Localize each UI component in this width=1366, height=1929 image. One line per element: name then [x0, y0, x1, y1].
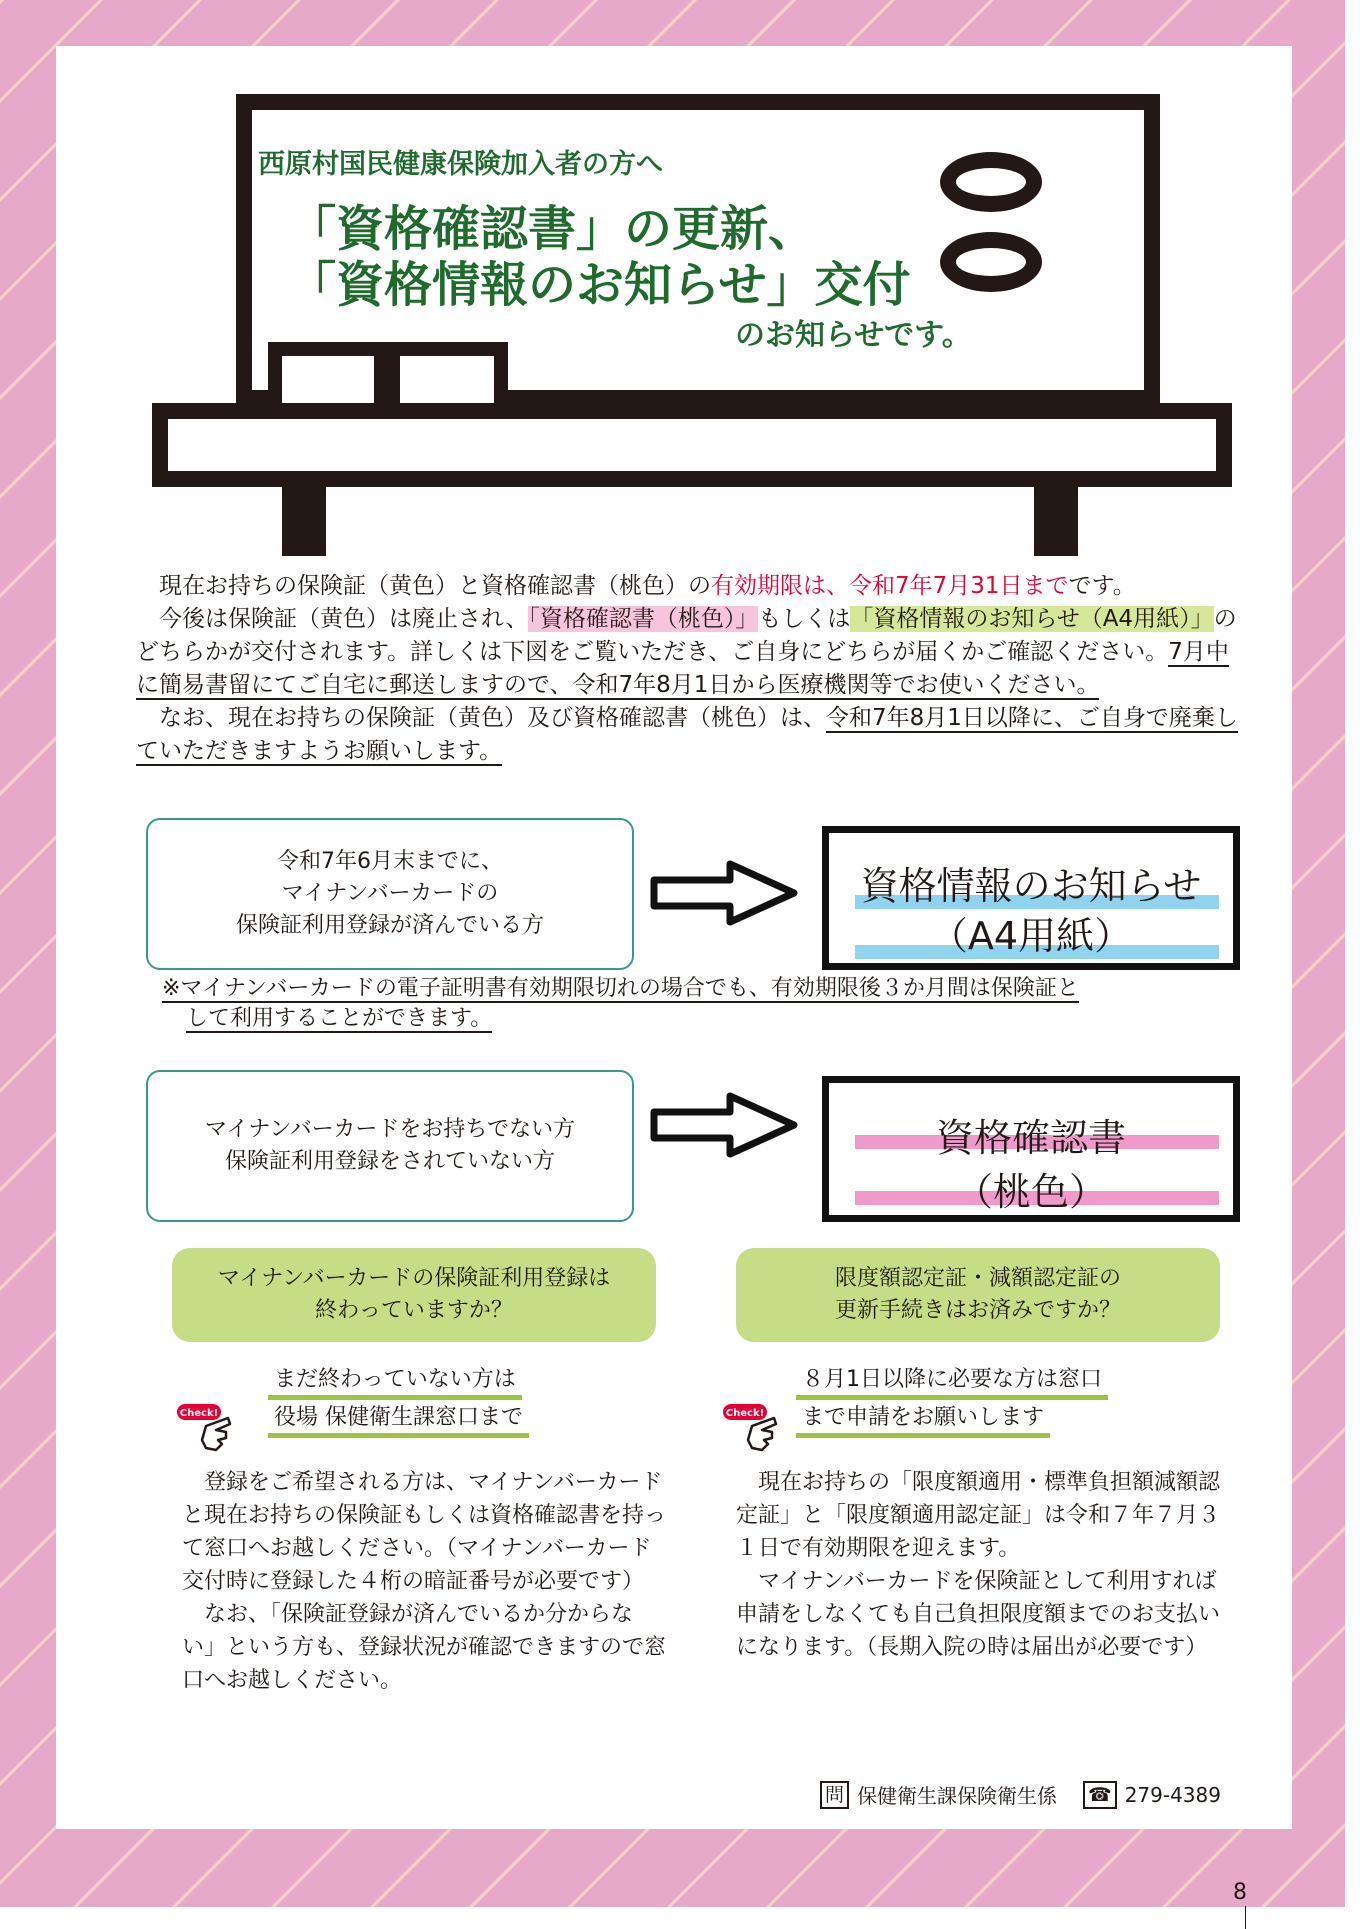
intro-p3-text: なお、現在お持ちの保険証（黄色）及び資格確認書（桃色）は、: [159, 705, 826, 731]
left-body-p1: 登録をご希望される方は、マイナンバーカードと現在お持ちの保険証もしくは資格確認書を持って窓口へお越しください。（マイナンバーカード交付時に登録した４桁の暗証番号が必要です）: [182, 1470, 667, 1594]
board-title-line2: 「資格情報のお知らせ」交付: [288, 257, 911, 313]
result-box-certificate: [822, 1076, 1240, 1222]
intro-p1-text: 現在お持ちの保険証（黄色）と資格確認書（桃色）の: [159, 573, 711, 599]
note-line-1: ※マイナンバーカードの電子証明書有効期限切れの場合でも、有効期限後３か月間は保険証と: [162, 976, 1079, 1001]
phone-icon: ☎: [1083, 1781, 1117, 1809]
billboard-leg-right: [1034, 486, 1078, 556]
result-title: 資格情報のお知らせ: [860, 864, 1202, 908]
board-subtitle: 西原村国民健康保険加入者の方へ: [258, 149, 663, 180]
question-bubble-limit: [736, 1248, 1220, 1342]
result-box-notice: [822, 826, 1240, 970]
condition-line: マイナンバーカードをお持ちでない方: [204, 1117, 576, 1142]
page-number: 8: [1233, 1880, 1247, 1905]
svg-text:Check!: Check!: [179, 1408, 219, 1419]
billboard-leg-left: [282, 486, 326, 556]
billboard-box-divider: [374, 342, 400, 404]
right-arrow-icon: [650, 858, 800, 928]
question-line: 更新手続きはお済みですか？: [834, 1298, 1121, 1323]
board-title-tail: のお知らせです。: [735, 318, 972, 353]
answer-line-2: まで申請をお願いします: [796, 1400, 1050, 1438]
intro-p1-end: です。: [1068, 573, 1136, 599]
intro-paragraph-1: [136, 570, 1240, 603]
question-bubble-registration: [172, 1248, 656, 1342]
condition-line: 令和7年6月末までに、: [276, 849, 503, 874]
left-body-p2: なお、「保険証登録が済んでいるか分からない」という方も、登録状況が確認できますので窓口へお越しください。: [182, 1602, 667, 1693]
check-hand-icon: [722, 1400, 786, 1456]
intro-p2-rest: のどちらかが交付されます。詳しくは下図をご覧いただき、ご自身にどちらが届くかご確認ください。: [136, 606, 1237, 665]
result-subtitle: （A4用紙）: [929, 914, 1133, 958]
right-body-text: [736, 1466, 1220, 1664]
condition-line: 保険証利用登録をされていない方: [224, 1149, 555, 1174]
intro-text: [136, 570, 1240, 768]
contact-phone: 279-4389: [1124, 1782, 1221, 1807]
billboard-ring-bottom: [940, 232, 1042, 292]
intro-paragraph-3: [136, 702, 1240, 768]
condition-box-unregistered: [146, 1070, 634, 1222]
right-body-p1: 現在お持ちの「限度額適用・標準負担額減額認定証」と「限度額適用認定証」は令和７年７月３１日で有効期限を迎えます。: [736, 1470, 1221, 1561]
billboard-base: [152, 403, 1232, 487]
contact-department: 保健衛生課保険衛生係: [857, 1784, 1058, 1808]
inquiry-icon: 問: [820, 1781, 849, 1809]
svg-text:Check!: Check!: [725, 1408, 765, 1419]
note-line-2: して利用することができます。: [186, 1006, 493, 1031]
intro-p2-or: もしくは: [758, 606, 851, 632]
expiry-note: [162, 974, 1242, 1034]
deadline-text: 有効期限は、令和7年7月31日まで: [711, 573, 1069, 599]
answer-line-1: まだ終わっていない方は: [268, 1362, 522, 1400]
result-title: 資格確認書: [935, 1116, 1126, 1160]
highlight-notice: 「資格情報のお知らせ（A4用紙）」: [850, 606, 1214, 632]
intro-p2-underlined: 7月中に簡易書留にてご自宅に郵送しますので、令和7年8月1日から医療機関等でお使いください。: [136, 639, 1229, 698]
intro-paragraph-2: [136, 603, 1240, 702]
question-line: 限度額認定証・減額認定証の: [834, 1266, 1121, 1291]
highlight-certificate: 「資格確認書（桃色）」: [528, 606, 759, 632]
check-hand-icon: [176, 1400, 240, 1456]
intro-p3-underlined: 令和7年8月1日以降に、ご自身で廃棄していただきますようお願いします。: [136, 705, 1238, 764]
answer-line-2: 役場 保健衛生課窓口まで: [268, 1400, 529, 1438]
result-subtitle: （桃色）: [954, 1170, 1107, 1214]
question-line: マイナンバーカードの保険証利用登録は: [217, 1266, 611, 1291]
contact-info: [820, 1780, 1221, 1809]
billboard-ring-top: [940, 152, 1042, 212]
right-arrow-icon: [650, 1090, 800, 1160]
page-number-tick: [1245, 1906, 1246, 1929]
right-body-p2: マイナンバーカードを保険証として利用すれば申請をしなくても自己負担限度額までのお支払いになります。（長期入院の時は届出が必要です）: [736, 1569, 1221, 1660]
condition-line: 保険証利用登録が済んでいる方: [235, 913, 544, 938]
answer-line-1: ８月1日以降に必要な方は窓口: [796, 1362, 1108, 1400]
condition-line: マイナンバーカードの: [281, 881, 499, 906]
board-title-line1: 「資格確認書」の更新、: [288, 201, 817, 257]
question-line: 終わっていますか？: [315, 1298, 513, 1323]
left-body-text: [182, 1466, 666, 1697]
condition-box-registered: [146, 818, 634, 970]
intro-p2-text: 今後は保険証（黄色）は廃止され、: [159, 606, 529, 632]
